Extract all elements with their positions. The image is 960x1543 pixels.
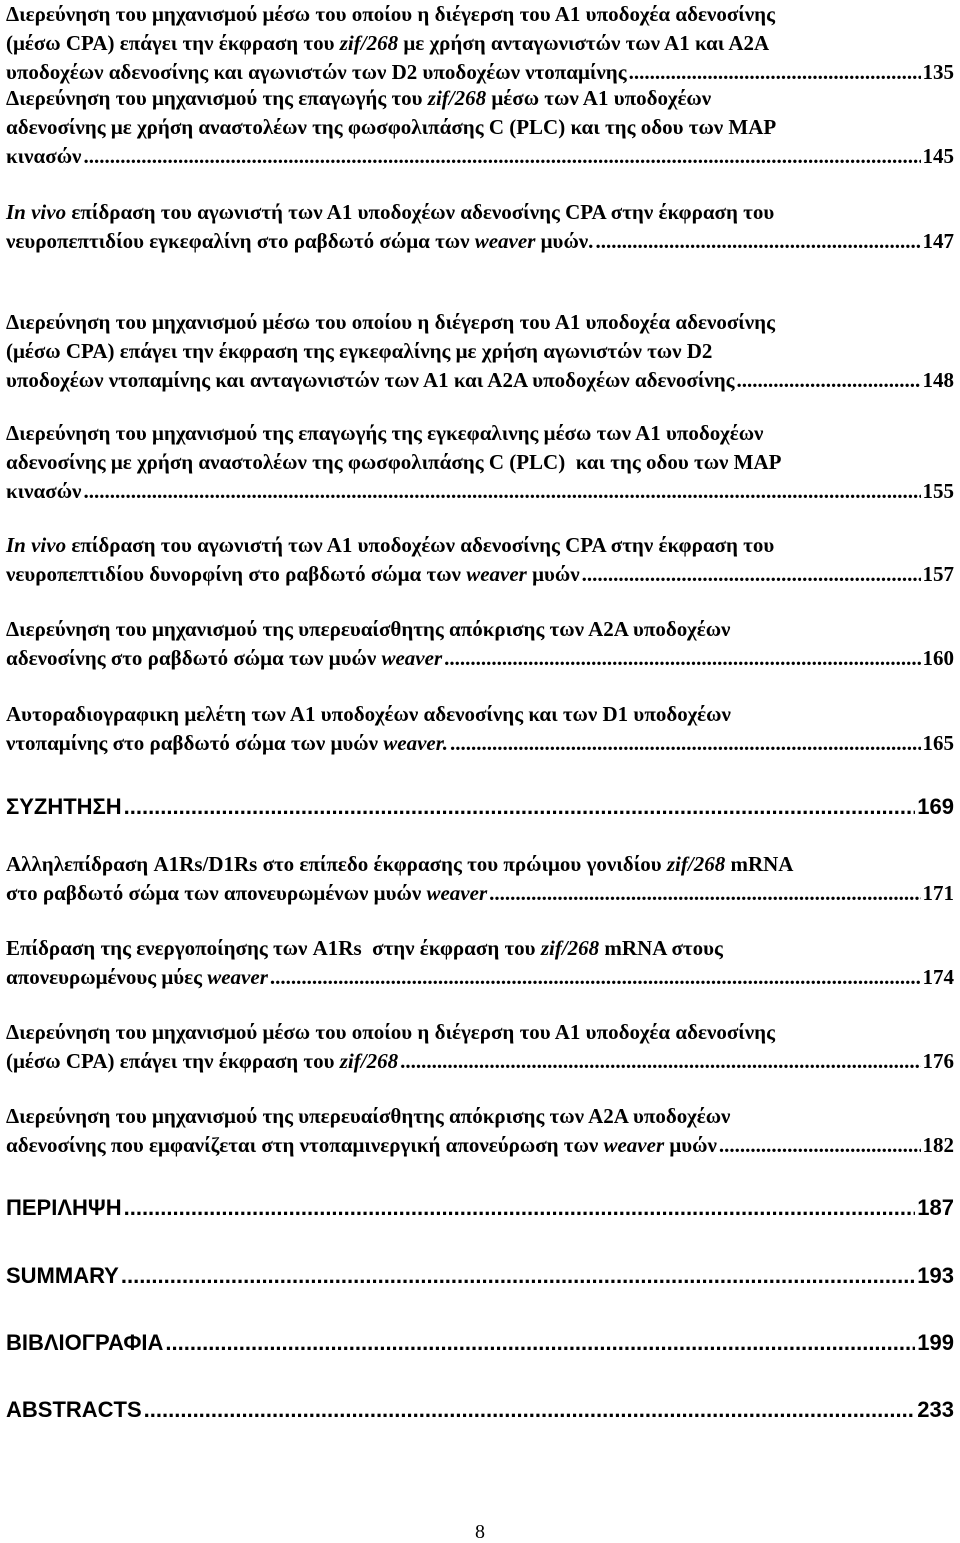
- toc-page-number: 157: [922, 562, 954, 586]
- toc-entry-text: κινασών: [6, 479, 82, 503]
- toc-entry-text: υποδοχέων αδενοσίνης και αγωνιστών των D2 υποδοχέων ντοπαμίνης: [6, 60, 627, 84]
- toc-entry-line: [6, 1018, 954, 1047]
- dot-leader: [83, 142, 920, 171]
- toc-entry-text: zif/268: [339, 1049, 399, 1073]
- toc-entry-line: [6, 792, 954, 821]
- toc-entry-text: Διερεύνηση του μηχανισμού της επαγωγής της εγκεφαλινης μέσω των Α1 υποδοχέων: [6, 421, 764, 445]
- toc-page-number: 155: [922, 479, 954, 503]
- toc-entry-text: weaver: [466, 562, 527, 586]
- dot-leader: [124, 1193, 916, 1222]
- toc-entry-text: Διερεύνηση του μηχανισμού μέσω του οποίου η διέγερση του Α1 υποδοχέα αδενοσίνης: [6, 310, 775, 334]
- toc-entry-text: αδενοσίνης που εμφανίζεται στη ντοπαμινεργική απονεύρωση των: [6, 1133, 604, 1157]
- toc-entry-text: (μέσω CPA) επάγει την έκφραση της εγκεφαλίνης με χρήση αγωνιστών των D2: [6, 339, 713, 363]
- toc-entry[interactable]: [6, 198, 954, 256]
- toc-entry-text: κινασών: [6, 144, 82, 168]
- toc-entry-text: μυών: [526, 562, 580, 586]
- toc-entry-line: [6, 1261, 954, 1290]
- toc-entry-text: zif/268: [427, 86, 487, 110]
- toc-entry-line: [6, 729, 954, 758]
- toc-entry[interactable]: [6, 615, 954, 673]
- toc-page-number: 160: [922, 646, 954, 670]
- toc-page-number: 171: [922, 881, 954, 905]
- toc-entry-text: αδενοσίνης στο ραβδωτό σώμα των μυών: [6, 646, 382, 670]
- dot-leader: [144, 1395, 916, 1424]
- dot-leader: [121, 1261, 915, 1290]
- toc-entry-text: weaver: [474, 229, 536, 253]
- dot-leader: [444, 644, 920, 673]
- toc-entry-line: [6, 615, 954, 644]
- toc-entry[interactable]: [6, 792, 954, 821]
- toc-page-number: 233: [917, 1397, 954, 1422]
- dot-leader: [719, 1131, 921, 1160]
- dot-leader: [165, 1328, 915, 1357]
- toc-entry-line: [6, 700, 954, 729]
- toc-entry-line: [6, 560, 954, 589]
- toc-entry-line: [6, 227, 954, 256]
- toc-entry-text: επίδραση του αγωνιστή των Α1 υποδοχέων αδενοσίνης CPA στην έκφραση του: [66, 200, 775, 224]
- toc-entry[interactable]: [6, 531, 954, 589]
- toc-page-number: 187: [917, 1195, 954, 1220]
- toc-entry[interactable]: [6, 700, 954, 758]
- toc-page-number: 169: [917, 794, 954, 819]
- toc-page-number: 147: [922, 229, 954, 253]
- dot-leader: [737, 366, 921, 395]
- toc-entry-text: Διερεύνηση του μηχανισμού της επαγωγής του: [6, 86, 428, 110]
- toc-entry-line: [6, 1047, 954, 1076]
- toc-entry-text: Διερεύνηση του μηχανισμού μέσω του οποίου η διέγερση του Α1 υποδοχέα αδενοσίνης: [6, 1020, 775, 1044]
- toc-entry[interactable]: [6, 1102, 954, 1160]
- toc-entry-line: [6, 337, 954, 366]
- toc-entry-text: υποδοχέων ντοπαμίνης και ανταγωνιστών των Α1 και Α2Α υποδοχέων αδενοσίνης: [6, 368, 735, 392]
- toc-entry-line: [6, 963, 954, 992]
- toc-entry-text: νευροπεπτιδίου εγκεφαλίνη στο ραβδωτό σώμα των: [6, 229, 475, 253]
- toc-entry-line: [6, 198, 954, 227]
- toc-entry[interactable]: [6, 1018, 954, 1076]
- toc-entry-line: [6, 1395, 954, 1424]
- toc-entry-line: [6, 142, 954, 171]
- toc-page-number: 174: [922, 965, 954, 989]
- toc-entry-text: SUMMARY: [6, 1263, 119, 1288]
- toc-entry-line: [6, 366, 954, 395]
- toc-entry-text: zif/268: [540, 936, 600, 960]
- toc-entry-line: [6, 0, 954, 29]
- dot-leader: [124, 792, 916, 821]
- toc-entry-text: μυών.: [535, 229, 594, 253]
- toc-entry-text: ΣΥΖΗΤΗΣΗ: [6, 794, 122, 819]
- toc-page-number: 193: [917, 1263, 954, 1288]
- toc-entry-line: [6, 448, 954, 477]
- toc-page-number: 182: [922, 1133, 954, 1157]
- toc-entry[interactable]: [6, 1328, 954, 1357]
- toc-page-number: 135: [922, 60, 954, 84]
- page-number: 8: [475, 1521, 485, 1543]
- toc-entry-text: Αλληλεπίδραση A1Rs/D1Rs στο επίπεδο έκφρασης του πρώιμου γονιδίου: [6, 852, 667, 876]
- toc-entry[interactable]: [6, 84, 954, 171]
- toc-entry-text: weaver: [603, 1133, 665, 1157]
- toc-entry-text: In vivo: [6, 533, 67, 557]
- toc-entry-text: μέσω των Α1 υποδοχέων: [486, 86, 712, 110]
- toc-entry[interactable]: [6, 850, 954, 908]
- toc-entry-text: mRNA: [725, 852, 794, 876]
- toc-entry-text: αδενοσίνης με χρήση αναστολέων της φωσφολιπάσης C (PLC) και της οδου των MAP: [6, 450, 782, 474]
- toc-entry-text: weaver.: [383, 731, 449, 755]
- toc-entry-text: στο ραβδωτό σώμα των απονευρωμένων μυών: [6, 881, 427, 905]
- toc-entry-text: νευροπεπτιδίου δυνορφίνη στο ραβδωτό σώμα των: [6, 562, 467, 586]
- toc-entry-text: Διερεύνηση του μηχανισμού μέσω του οποίου η διέγερση του Α1 υποδοχέα αδενοσίνης: [6, 2, 775, 26]
- dot-leader: [450, 729, 920, 758]
- toc-entry-line: [6, 58, 954, 87]
- toc-entry-text: αδενοσίνης με χρήση αναστολέων της φωσφολιπάσης C (PLC) και της οδου των MAP: [6, 115, 777, 139]
- dot-leader: [83, 477, 920, 506]
- toc-page-number: 176: [922, 1049, 954, 1073]
- toc-entry-text: In vivo: [6, 200, 67, 224]
- toc-entry-line: [6, 1131, 954, 1160]
- toc-entry-text: επίδραση του αγωνιστή των Α1 υποδοχέων αδενοσίνης CPA στην έκφραση του: [66, 533, 775, 557]
- toc-entry[interactable]: [6, 934, 954, 992]
- toc-entry[interactable]: [6, 419, 954, 506]
- toc-entry-text: μυών: [664, 1133, 717, 1157]
- toc-entry-text: zif/268: [339, 31, 399, 55]
- toc-entry-text: Διερεύνηση του μηχανισμού της υπερευαίσθητης απόκρισης των Α2Α υποδοχέων: [6, 617, 731, 641]
- dot-leader: [582, 560, 921, 589]
- toc-entry-text: ντοπαμίνης στο ραβδωτό σώμα των μυών: [6, 731, 384, 755]
- dot-leader: [629, 58, 921, 87]
- toc-entry-text: weaver: [207, 965, 268, 989]
- toc-entry-text: ΠΕΡΙΛΗΨΗ: [6, 1195, 122, 1220]
- toc-page-number: 148: [922, 368, 954, 392]
- toc-entry-line: [6, 477, 954, 506]
- toc-entry-text: Διερεύνηση του μηχανισμού της υπερευαίσθητης απόκρισης των Α2Α υποδοχέων: [6, 1104, 731, 1128]
- dot-leader: [489, 879, 920, 908]
- toc-entry-line: [6, 879, 954, 908]
- toc-entry-text: zif/268: [666, 852, 726, 876]
- toc-entry-line: [6, 850, 954, 879]
- toc-entry[interactable]: [6, 308, 954, 395]
- dot-leader: [270, 963, 921, 992]
- dot-leader: [595, 227, 920, 256]
- toc-entry-text: (μέσω CPA) επάγει την έκφραση του: [6, 1049, 340, 1073]
- toc-page-number: 199: [917, 1330, 954, 1355]
- toc-entry-line: [6, 29, 954, 58]
- toc-entry-line: [6, 308, 954, 337]
- toc-entry-text: απονευρωμένους μύες: [6, 965, 208, 989]
- toc-entry[interactable]: [6, 1261, 954, 1290]
- toc-entry-line: [6, 1328, 954, 1357]
- toc-entry-line: [6, 419, 954, 448]
- toc-entry-text: Επίδραση της ενεργοποίησης των A1Rs στην έκφραση του: [6, 936, 541, 960]
- toc-entry-line: [6, 644, 954, 673]
- toc-entry-text: με χρήση ανταγωνιστών των Α1 και Α2Α: [398, 31, 770, 55]
- toc-entry-text: ΒΙΒΛΙΟΓΡΑΦΙΑ: [6, 1330, 164, 1355]
- toc-entry-line: [6, 84, 954, 113]
- toc-entry-line: [6, 1102, 954, 1131]
- toc-entry-line: [6, 934, 954, 963]
- toc-entry-line: [6, 113, 954, 142]
- toc-entry-text: weaver: [426, 881, 488, 905]
- toc-entry[interactable]: [6, 1193, 954, 1222]
- dot-leader: [400, 1047, 920, 1076]
- toc-entry-text: mRNA στους: [599, 936, 723, 960]
- toc-entry-line: [6, 531, 954, 560]
- toc-entry-line: [6, 1193, 954, 1222]
- toc-page-number: 165: [922, 731, 954, 755]
- toc-entry-text: weaver: [381, 646, 443, 670]
- toc-entry-text: ABSTRACTS: [6, 1397, 142, 1422]
- toc-entry-text: Αυτοραδιογραφικη μελέτη των Α1 υποδοχέων αδενοσίνης και των D1 υποδοχέων: [6, 702, 731, 726]
- toc-page-number: 145: [922, 144, 954, 168]
- toc-entry[interactable]: [6, 1395, 954, 1424]
- toc-entry[interactable]: [6, 0, 954, 87]
- toc-entry-text: (μέσω CPA) επάγει την έκφραση του: [6, 31, 340, 55]
